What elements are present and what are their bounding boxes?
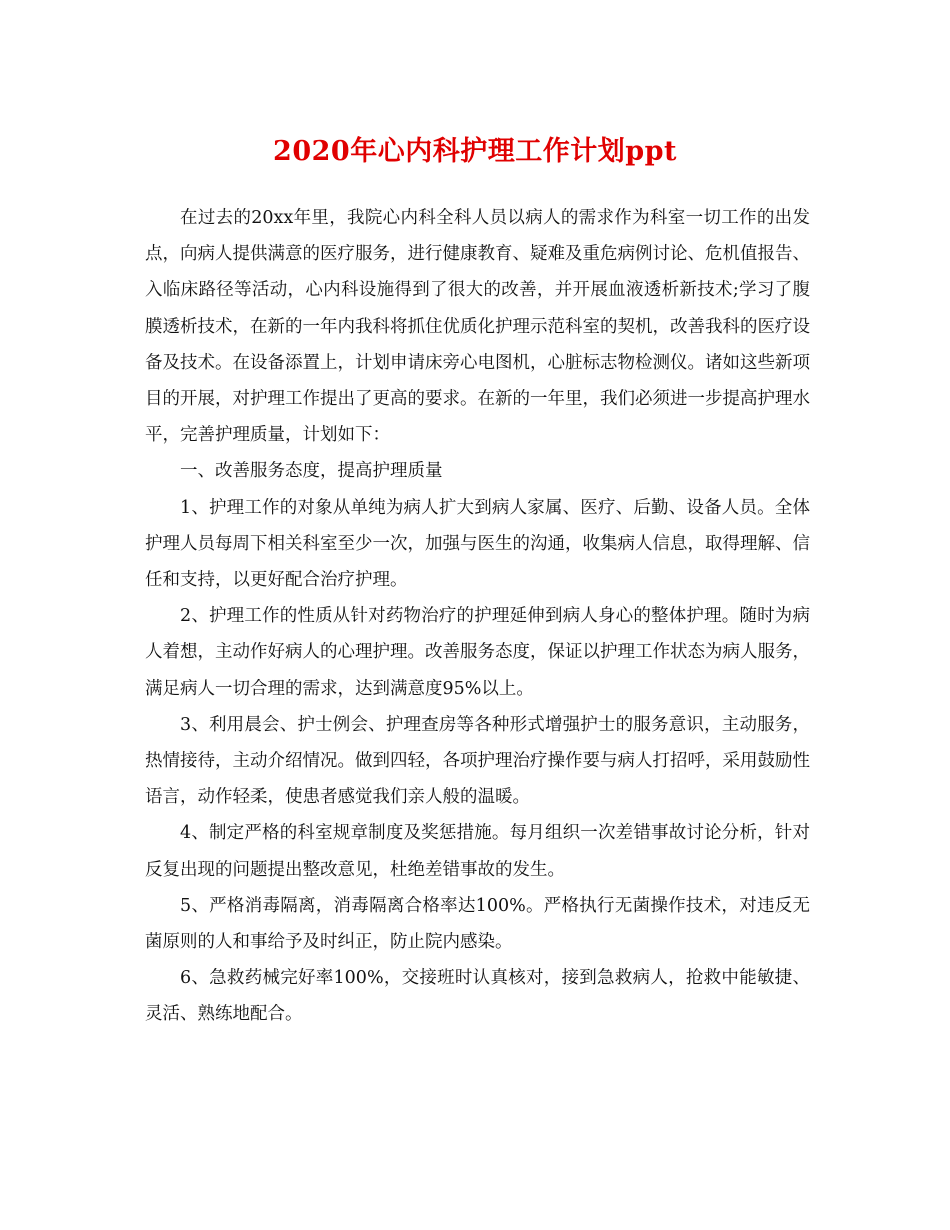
paragraph-item-6: 6、急救药械完好率100%，交接班时认真核对，接到急救病人，抢救中能敏捷、灵活、熟练地配合。	[145, 968, 810, 1025]
document-body	[145, 200, 810, 1033]
paragraph-item-4: 4、制定严格的科室规章制度及奖惩措施。每月组织一次差错事故讨论分析，针对反复出现的问题提出整改意见，杜绝差错事故的发生。	[145, 823, 810, 880]
paragraph-intro: 在过去的20xx年里，我院心内科全科人员以病人的需求作为科室一切工作的出发点，向病人提供满意的医疗服务，进行健康教育、疑难及重危病例讨论、危机值报告、入临床路径等活动，心内科设施得到了很大的改善，并开展血液透析新技术;学习了腹膜透析技术，在新的一年内我科将抓住优质化护理示范科室的契机，改善我科的医疗设备及技术。在设备添置上，计划申请床旁心电图机，心脏标志物检测仪。诸如这些新项目的开展，对护理工作提出了更高的要求。在新的一年里，我们必须进一步提高护理水平，完善护理质量，计划如下：	[145, 208, 810, 446]
paragraph-item-5: 5、严格消毒隔离，消毒隔离合格率达100%。严格执行无菌操作技术，对违反无菌原则的人和事给予及时纠正，防止院内感染。	[145, 895, 810, 953]
section-heading: 一、改善服务态度，提高护理质量	[180, 461, 443, 482]
paragraph-item-2: 2、护理工作的性质从针对药物治疗的护理延伸到病人身心的整体护理。随时为病人着想，主动作好病人的心理护理。改善服务态度，保证以护理工作状态为病人服务，满足病人一切合理的需求，达到满意度95%以上。	[145, 606, 810, 699]
paragraph-item-3: 3、利用晨会、护士例会、护理查房等各种形式增强护士的服务意识，主动服务，热情接待，主动介绍情况。做到四轻，各项护理治疗操作要与病人打招呼，采用鼓励性语言，动作轻柔，使患者感觉我们亲人般的温暖。	[145, 714, 810, 808]
document-title: 2020年心内科护理工作计划ppt	[273, 136, 677, 167]
paragraph-item-1: 1、护理工作的对象从单纯为病人扩大到病人家属、医疗、后勤、设备人员。全体护理人员每周下相关科室至少一次，加强与医生的沟通，收集病人信息，取得理解、信任和支持，以更好配合治疗护理。	[145, 497, 810, 591]
